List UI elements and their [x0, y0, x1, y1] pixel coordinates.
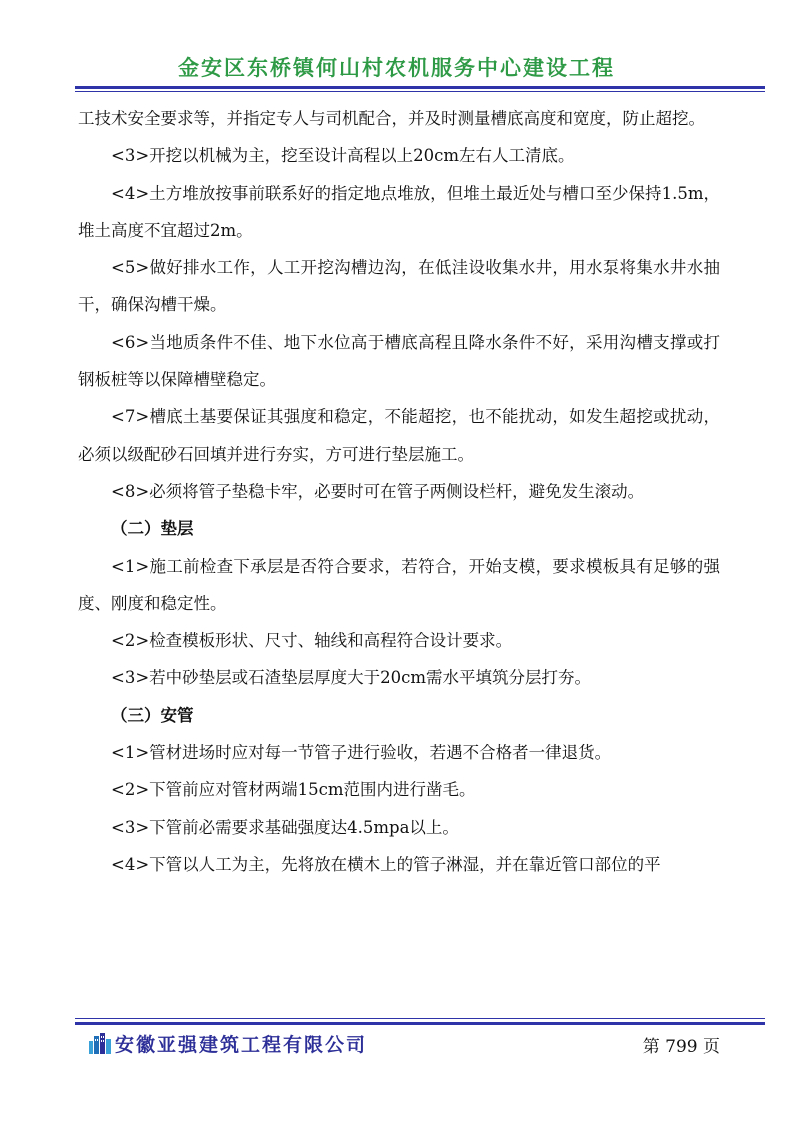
list-item: <2>下管前应对管材两端15cm范围内进行凿毛。 [111, 780, 476, 800]
list-item: <2>检查模板形状、尺寸、轴线和高程符合设计要求。 [111, 631, 513, 651]
building-logo-icon [88, 1032, 112, 1054]
list-item: <3>开挖以机械为主，挖至设计高程以上20cm左右人工清底。 [111, 146, 575, 166]
list-item: <8>必须将管子垫稳卡牢，必要时可在管子两侧设栏杆，避免发生滚动。 [111, 481, 645, 501]
list-item: <3>若中砂垫层或石渣垫层厚度大于20cm需水平填筑分层打夯。 [111, 668, 592, 688]
list-item: <5>做好排水工作，人工开挖沟槽边沟，在低洼设收集水井，用水泵将集水井水抽干，确保沟槽干燥。 [78, 258, 720, 315]
page-footer [88, 1030, 720, 1058]
document-body [78, 100, 720, 883]
list-item: <1>管材进场时应对每一节管子进行验收，若遇不合格者一律退货。 [111, 743, 612, 763]
header-rule-thick [75, 86, 765, 89]
list-item: <1>施工前检查下承层是否符合要求，若符合，开始支模，要求模板具有足够的强度、刚度和稳定性。 [78, 556, 720, 613]
list-item: <6>当地质条件不佳、地下水位高于槽底高程且降水条件不好，采用沟槽支撑或打钢板桩等以保障槽壁稳定。 [78, 332, 720, 390]
list-item: <7>槽底土基要保证其强度和稳定，不能超挖，也不能扰动，如发生超挖或扰动，必须以级配砂石回填并进行夯实，方可进行垫层施工。 [78, 407, 720, 464]
footer-rule-thin [75, 1018, 765, 1019]
header-rule-thin [75, 91, 765, 92]
page-header-title: 金安区东桥镇何山村农机服务中心建设工程 [178, 56, 615, 80]
section-heading: （三）安管 [111, 705, 194, 725]
paragraph-continuation: 工技术安全要求等，并指定专人与司机配合，并及时测量槽底高度和宽度，防止超挖。 [78, 109, 705, 128]
list-item: <3>下管前必需要求基础强度达4.5mpa以上。 [111, 817, 459, 837]
page-number: 第 799 页 [642, 1037, 720, 1057]
list-item: <4>下管以人工为主，先将放在横木上的管子淋湿，并在靠近管口部位的平 [111, 854, 661, 874]
footer-rule-thick [75, 1022, 765, 1025]
list-item: <4>土方堆放按事前联系好的指定地点堆放，但堆土最近处与槽口至少保持1.5m，堆土高度不宜超过2m。 [78, 183, 720, 240]
section-heading: （二）垫层 [111, 519, 194, 539]
company-name: 安徽亚强建筑工程有限公司 [115, 1034, 368, 1056]
